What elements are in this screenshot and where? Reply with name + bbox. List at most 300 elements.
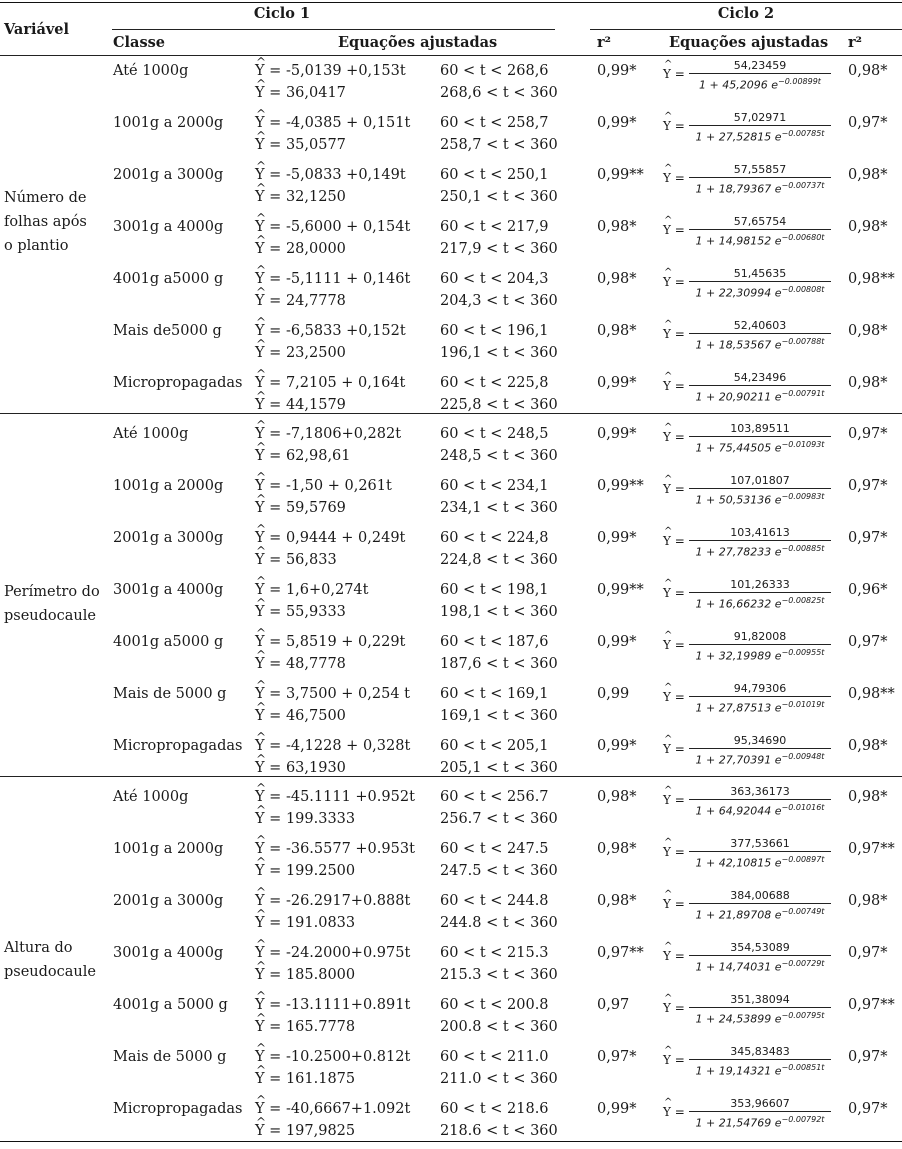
equation-linear-text: ^ Y = -5,1111 + 0,146t bbox=[255, 271, 410, 287]
classe-cell: Mais de5000 g bbox=[113, 323, 222, 339]
yhat-symbol: ^ Y = bbox=[663, 793, 685, 807]
fraction bbox=[689, 888, 831, 922]
classe-cell: Até 1000g bbox=[113, 426, 189, 442]
range-linear: 60 < t < 215.3 bbox=[440, 945, 549, 961]
fraction-numerator: 384,00688 bbox=[730, 889, 790, 902]
fraction bbox=[689, 58, 831, 92]
ciclo1-header: Ciclo 1 bbox=[253, 5, 311, 22]
denominator-exponent: −0.00948t bbox=[781, 752, 825, 761]
equation-linear-text: ^ Y = 1,6+0,274t bbox=[255, 582, 369, 598]
fraction-numerator: 351,38094 bbox=[730, 993, 790, 1006]
fraction-numerator: 52,40603 bbox=[733, 319, 787, 332]
equation-linear bbox=[255, 219, 410, 235]
equation-linear bbox=[255, 893, 410, 909]
range-linear: 60 < t < 198,1 bbox=[440, 582, 549, 598]
fraction-denominator bbox=[689, 1112, 831, 1130]
equation-linear-text: ^ Y = -36.5577 +0.953t bbox=[255, 841, 415, 857]
classe-cell: 4001g a5000 g bbox=[113, 271, 224, 287]
yhat-symbol: ^ Y = bbox=[663, 690, 685, 704]
variable-label bbox=[4, 186, 87, 258]
equation-constant-text: ^ Y = 56,833 bbox=[255, 552, 337, 568]
fraction bbox=[689, 266, 831, 300]
fraction bbox=[689, 162, 831, 196]
r2-ciclo1: 0,98* bbox=[597, 893, 637, 909]
denominator-base: 1 + 14,98152 e bbox=[695, 234, 782, 248]
r2-ciclo1: 0,99* bbox=[597, 63, 637, 79]
equation-constant bbox=[255, 241, 346, 257]
r2-ciclo2: 0,97* bbox=[848, 426, 888, 442]
range-constant: 169,1 < t < 360 bbox=[440, 708, 558, 724]
equation-constant-text: ^ Y = 197,9825 bbox=[255, 1123, 355, 1139]
equation-constant-text: ^ Y = 46,7500 bbox=[255, 708, 346, 724]
group-rule bbox=[0, 776, 902, 777]
variable-label-line: Altura do bbox=[4, 940, 73, 956]
r2-ciclo2: 0,98* bbox=[848, 167, 888, 183]
equation-linear bbox=[255, 1049, 410, 1065]
equation-linear bbox=[255, 997, 410, 1013]
denominator-base: 1 + 27,78233 e bbox=[695, 545, 782, 559]
denominator-base: 1 + 18,53567 e bbox=[695, 338, 782, 352]
fraction-denominator bbox=[689, 386, 831, 404]
range-linear: 60 < t < 234,1 bbox=[440, 478, 549, 494]
fraction bbox=[689, 733, 831, 767]
classe-cell: Micropropagadas bbox=[113, 1101, 243, 1117]
equation-linear bbox=[255, 478, 392, 494]
classe-cell: 2001g a 3000g bbox=[113, 167, 224, 183]
fraction bbox=[689, 214, 831, 248]
range-constant: 205,1 < t < 360 bbox=[440, 760, 558, 776]
yhat-symbol: ^ Y = bbox=[663, 327, 685, 341]
r2-ciclo1: 0,99** bbox=[597, 167, 644, 183]
equation-constant bbox=[255, 656, 346, 672]
denominator-exponent: −0.00897t bbox=[781, 855, 825, 864]
yhat-symbol: ^ Y = bbox=[663, 171, 685, 185]
range-linear: 60 < t < 200.8 bbox=[440, 997, 549, 1013]
r2-ciclo2: 0,97* bbox=[848, 1101, 888, 1117]
range-linear: 60 < t < 244.8 bbox=[440, 893, 549, 909]
yhat-symbol: ^ Y = bbox=[663, 119, 685, 133]
fraction-denominator bbox=[689, 230, 831, 248]
fraction-denominator bbox=[689, 645, 831, 663]
equation-linear bbox=[255, 841, 415, 857]
group-rule bbox=[0, 1141, 902, 1142]
r2-ciclo1: 0,97 bbox=[597, 997, 630, 1013]
denominator-exponent: −0.00791t bbox=[781, 389, 825, 398]
equation-linear bbox=[255, 789, 415, 805]
equation-linear bbox=[255, 115, 410, 131]
r2-ciclo1: 0,97* bbox=[597, 1049, 637, 1065]
fraction-denominator bbox=[689, 1060, 831, 1078]
equation-constant bbox=[255, 604, 346, 620]
r2-ciclo2: 0,98* bbox=[848, 893, 888, 909]
denominator-exponent: −0.00729t bbox=[781, 959, 825, 968]
fraction bbox=[689, 318, 831, 352]
equacoes1-header: Equações ajustadas bbox=[338, 34, 498, 51]
classe-cell: 4001g a5000 g bbox=[113, 634, 224, 650]
equation-constant-text: ^ Y = 185.8000 bbox=[255, 967, 355, 983]
classe-cell: Mais de 5000 g bbox=[113, 1049, 227, 1065]
r2-ciclo1: 0,98* bbox=[597, 219, 637, 235]
equation-linear-text: ^ Y = -13.1111+0.891t bbox=[255, 997, 410, 1013]
equation-linear-text: ^ Y = -5,0139 +0,153t bbox=[255, 63, 406, 79]
classe-cell: 3001g a 4000g bbox=[113, 945, 224, 961]
range-linear: 60 < t < 248,5 bbox=[440, 426, 549, 442]
equation-constant-text: ^ Y = 44,1579 bbox=[255, 397, 346, 413]
r2-ciclo2: 0,97** bbox=[848, 841, 895, 857]
r2-ciclo1: 0,98* bbox=[597, 841, 637, 857]
range-linear: 60 < t < 205,1 bbox=[440, 738, 549, 754]
fraction-numerator: 103,41613 bbox=[730, 526, 790, 539]
yhat-symbol: ^ Y = bbox=[663, 897, 685, 911]
r2-ciclo2: 0,97* bbox=[848, 1049, 888, 1065]
fraction-denominator bbox=[689, 126, 831, 144]
range-constant: 256.7 < t < 360 bbox=[440, 811, 558, 827]
equation-constant bbox=[255, 189, 346, 205]
fraction-numerator: 57,02971 bbox=[733, 111, 787, 124]
range-constant: 225,8 < t < 360 bbox=[440, 397, 558, 413]
fraction-numerator: 345,83483 bbox=[730, 1045, 790, 1058]
fraction bbox=[689, 473, 831, 507]
equation-linear-text: ^ Y = -5,0833 +0,149t bbox=[255, 167, 406, 183]
equacoes2-header: Equações ajustadas bbox=[669, 34, 829, 51]
fraction-numerator: 57,65754 bbox=[733, 215, 787, 228]
fraction bbox=[689, 1044, 831, 1078]
r2-ciclo1: 0,99* bbox=[597, 738, 637, 754]
r2-ciclo1: 0,98* bbox=[597, 323, 637, 339]
equation-constant-text: ^ Y = 35,0577 bbox=[255, 137, 346, 153]
equation-constant-text: ^ Y = 32,1250 bbox=[255, 189, 346, 205]
fraction-denominator bbox=[689, 1008, 831, 1026]
equation-linear bbox=[255, 426, 401, 442]
yhat-symbol: ^ Y = bbox=[663, 379, 685, 393]
range-linear: 60 < t < 268,6 bbox=[440, 63, 549, 79]
denominator-exponent: −0.00785t bbox=[781, 129, 825, 138]
fraction bbox=[689, 421, 831, 455]
fraction bbox=[689, 681, 831, 715]
classe-cell: 1001g a 2000g bbox=[113, 478, 224, 494]
fraction-numerator: 51,45635 bbox=[733, 267, 787, 280]
yhat-symbol: ^ Y = bbox=[663, 586, 685, 600]
variable-label-line: o plantio bbox=[4, 238, 69, 254]
r2-ciclo2: 0,98** bbox=[848, 686, 895, 702]
range-linear: 60 < t < 204,3 bbox=[440, 271, 549, 287]
fraction-denominator bbox=[689, 956, 831, 974]
equation-constant-text: ^ Y = 59,5769 bbox=[255, 500, 346, 516]
range-constant: 258,7 < t < 360 bbox=[440, 137, 558, 153]
fraction-numerator: 54,23459 bbox=[733, 59, 787, 72]
denominator-base: 1 + 75,44505 e bbox=[695, 441, 782, 455]
range-linear: 60 < t < 256.7 bbox=[440, 789, 549, 805]
yhat-symbol: ^ Y = bbox=[663, 742, 685, 756]
equation-constant bbox=[255, 85, 346, 101]
denominator-exponent: −0.01093t bbox=[781, 440, 825, 449]
classe-cell: 3001g a 4000g bbox=[113, 582, 224, 598]
range-linear: 60 < t < 224,8 bbox=[440, 530, 549, 546]
equation-constant bbox=[255, 708, 346, 724]
equation-linear bbox=[255, 167, 406, 183]
fraction-denominator bbox=[689, 593, 831, 611]
denominator-base: 1 + 22,30994 e bbox=[695, 286, 782, 300]
equation-constant-text: ^ Y = 199.3333 bbox=[255, 811, 355, 827]
r2-ciclo1: 0,98* bbox=[597, 789, 637, 805]
range-constant: 196,1 < t < 360 bbox=[440, 345, 558, 361]
equation-linear bbox=[255, 323, 406, 339]
fraction-numerator: 101,26333 bbox=[730, 578, 790, 591]
ciclo2-rule bbox=[590, 29, 902, 30]
denominator-exponent: −0.01016t bbox=[781, 803, 825, 812]
equation-constant bbox=[255, 500, 346, 516]
equation-constant bbox=[255, 397, 346, 413]
denominator-base: 1 + 27,87513 e bbox=[695, 701, 782, 715]
equation-constant bbox=[255, 1123, 355, 1139]
fraction-numerator: 95,34690 bbox=[733, 734, 787, 747]
r2-ciclo2: 0,97* bbox=[848, 478, 888, 494]
equation-constant bbox=[255, 345, 346, 361]
denominator-exponent: −0.00808t bbox=[781, 285, 825, 294]
variable-label-line: folhas após bbox=[4, 214, 87, 230]
equation-linear bbox=[255, 375, 405, 391]
fraction-numerator: 54,23496 bbox=[733, 371, 787, 384]
equation-constant bbox=[255, 863, 355, 879]
r2-ciclo2: 0,96* bbox=[848, 582, 888, 598]
range-constant: 200.8 < t < 360 bbox=[440, 1019, 558, 1035]
classe-cell: Até 1000g bbox=[113, 63, 189, 79]
denominator-exponent: −0.00851t bbox=[781, 1063, 825, 1072]
r2-ciclo1: 0,98* bbox=[597, 271, 637, 287]
equation-linear-text: ^ Y = -4,1228 + 0,328t bbox=[255, 738, 410, 754]
r2-ciclo2: 0,97* bbox=[848, 634, 888, 650]
classe-cell: 3001g a 4000g bbox=[113, 219, 224, 235]
equation-linear bbox=[255, 738, 410, 754]
fraction-numerator: 107,01807 bbox=[730, 474, 790, 487]
denominator-exponent: −0.00737t bbox=[781, 181, 825, 190]
range-constant: 250,1 < t < 360 bbox=[440, 189, 558, 205]
equation-linear-text: ^ Y = -4,0385 + 0,151t bbox=[255, 115, 410, 131]
variavel-header: Variável bbox=[4, 21, 70, 38]
r2-ciclo2: 0,97** bbox=[848, 997, 895, 1013]
classe-cell: 1001g a 2000g bbox=[113, 115, 224, 131]
equation-constant bbox=[255, 1071, 355, 1087]
range-constant: 248,5 < t < 360 bbox=[440, 448, 558, 464]
equation-constant-text: ^ Y = 62,98,61 bbox=[255, 448, 351, 464]
denominator-base: 1 + 27,52815 e bbox=[695, 130, 782, 144]
yhat-symbol: ^ Y = bbox=[663, 638, 685, 652]
fraction-numerator: 354,53089 bbox=[730, 941, 790, 954]
yhat-symbol: ^ Y = bbox=[663, 223, 685, 237]
equation-constant bbox=[255, 293, 346, 309]
r2-ciclo1: 0,99* bbox=[597, 1101, 637, 1117]
denominator-base: 1 + 64,92044 e bbox=[695, 804, 782, 818]
equation-constant-text: ^ Y = 23,2500 bbox=[255, 345, 346, 361]
denominator-exponent: −0.00788t bbox=[781, 337, 825, 346]
equation-linear bbox=[255, 63, 406, 79]
equation-constant-text: ^ Y = 199.2500 bbox=[255, 863, 355, 879]
equation-constant-text: ^ Y = 24,7778 bbox=[255, 293, 346, 309]
equation-constant bbox=[255, 915, 355, 931]
yhat-symbol: ^ Y = bbox=[663, 275, 685, 289]
equation-constant-text: ^ Y = 48,7778 bbox=[255, 656, 346, 672]
denominator-base: 1 + 18,79367 e bbox=[695, 182, 782, 196]
range-linear: 60 < t < 187,6 bbox=[440, 634, 549, 650]
denominator-base: 1 + 50,53136 e bbox=[695, 493, 782, 507]
equation-linear-text: ^ Y = 5,8519 + 0,229t bbox=[255, 634, 405, 650]
group-rule bbox=[0, 413, 902, 414]
ciclo1-rule bbox=[112, 29, 555, 30]
equation-linear-text: ^ Y = -26.2917+0.888t bbox=[255, 893, 410, 909]
denominator-exponent: −0.00885t bbox=[781, 544, 825, 553]
yhat-symbol: ^ Y = bbox=[663, 1105, 685, 1119]
equation-linear-text: ^ Y = -40,6667+1.092t bbox=[255, 1101, 410, 1117]
fraction-numerator: 377,53661 bbox=[730, 837, 790, 850]
fraction bbox=[689, 836, 831, 870]
fraction-numerator: 94,79306 bbox=[733, 682, 787, 695]
equation-linear bbox=[255, 634, 405, 650]
equation-linear bbox=[255, 582, 369, 598]
variable-label-line: pseudocaule bbox=[4, 608, 96, 624]
fraction-denominator bbox=[689, 334, 831, 352]
range-linear: 60 < t < 169,1 bbox=[440, 686, 549, 702]
r2a-header: r² bbox=[597, 34, 611, 51]
equation-constant bbox=[255, 552, 337, 568]
range-constant: 218.6 < t < 360 bbox=[440, 1123, 558, 1139]
equation-linear-text: ^ Y = 0,9444 + 0,249t bbox=[255, 530, 405, 546]
table-top-rule bbox=[0, 2, 902, 3]
equation-constant-text: ^ Y = 55,9333 bbox=[255, 604, 346, 620]
range-constant: 211.0 < t < 360 bbox=[440, 1071, 558, 1087]
range-linear: 60 < t < 258,7 bbox=[440, 115, 549, 131]
equation-linear bbox=[255, 945, 410, 961]
denominator-exponent: −0.00680t bbox=[781, 233, 825, 242]
variable-label bbox=[4, 936, 96, 984]
denominator-base: 1 + 21,89708 e bbox=[695, 908, 782, 922]
r2-ciclo2: 0,98* bbox=[848, 63, 888, 79]
equation-linear-text: ^ Y = -45.1111 +0.952t bbox=[255, 789, 415, 805]
range-constant: 187,6 < t < 360 bbox=[440, 656, 558, 672]
equation-constant bbox=[255, 137, 346, 153]
fraction-numerator: 353,96607 bbox=[730, 1097, 790, 1110]
denominator-exponent: −0.00749t bbox=[781, 907, 825, 916]
denominator-base: 1 + 14,74031 e bbox=[695, 960, 782, 974]
denominator-exponent: −0.00825t bbox=[781, 596, 825, 605]
equation-constant-text: ^ Y = 63,1930 bbox=[255, 760, 346, 776]
r2-ciclo1: 0,99 bbox=[597, 686, 630, 702]
classe-cell: Até 1000g bbox=[113, 789, 189, 805]
range-constant: 215.3 < t < 360 bbox=[440, 967, 558, 983]
fraction bbox=[689, 940, 831, 974]
denominator-exponent: −0.00795t bbox=[781, 1011, 825, 1020]
range-constant: 268,6 < t < 360 bbox=[440, 85, 558, 101]
range-constant: 217,9 < t < 360 bbox=[440, 241, 558, 257]
yhat-symbol: ^ Y = bbox=[663, 534, 685, 548]
range-constant: 204,3 < t < 360 bbox=[440, 293, 558, 309]
denominator-base: 1 + 19,14321 e bbox=[695, 1064, 782, 1078]
equation-constant-text: ^ Y = 165.7778 bbox=[255, 1019, 355, 1035]
fraction bbox=[689, 1096, 831, 1130]
fraction-denominator bbox=[689, 541, 831, 559]
equation-constant-text: ^ Y = 191.0833 bbox=[255, 915, 355, 931]
r2-ciclo1: 0,97** bbox=[597, 945, 644, 961]
r2-ciclo2: 0,98** bbox=[848, 271, 895, 287]
r2-ciclo2: 0,98* bbox=[848, 375, 888, 391]
denominator-base: 1 + 42,10815 e bbox=[695, 856, 782, 870]
denominator-exponent: −0.01019t bbox=[781, 700, 825, 709]
fraction-numerator: 91,82008 bbox=[733, 630, 787, 643]
fraction-denominator bbox=[689, 74, 831, 92]
fraction-denominator bbox=[689, 697, 831, 715]
fraction-denominator bbox=[689, 852, 831, 870]
classe-cell: Mais de 5000 g bbox=[113, 686, 227, 702]
yhat-symbol: ^ Y = bbox=[663, 1001, 685, 1015]
equation-constant bbox=[255, 967, 355, 983]
fraction-numerator: 103,89511 bbox=[730, 422, 790, 435]
fraction-denominator bbox=[689, 178, 831, 196]
fraction-denominator bbox=[689, 800, 831, 818]
range-linear: 60 < t < 225,8 bbox=[440, 375, 549, 391]
equation-linear-text: ^ Y = 7,2105 + 0,164t bbox=[255, 375, 405, 391]
r2-ciclo2: 0,98* bbox=[848, 789, 888, 805]
yhat-symbol: ^ Y = bbox=[663, 67, 685, 81]
classe-header: Classe bbox=[113, 34, 165, 51]
equation-constant bbox=[255, 760, 346, 776]
yhat-symbol: ^ Y = bbox=[663, 949, 685, 963]
variable-label-line: Número de bbox=[4, 190, 87, 206]
r2-ciclo1: 0,99* bbox=[597, 375, 637, 391]
r2-ciclo2: 0,98* bbox=[848, 219, 888, 235]
equation-constant-text: ^ Y = 36,0417 bbox=[255, 85, 346, 101]
denominator-base: 1 + 20,90211 e bbox=[695, 390, 782, 404]
equation-constant bbox=[255, 811, 355, 827]
r2-ciclo1: 0,99* bbox=[597, 115, 637, 131]
fraction bbox=[689, 992, 831, 1026]
classe-cell: 4001g a 5000 g bbox=[113, 997, 228, 1013]
denominator-base: 1 + 16,66232 e bbox=[695, 597, 782, 611]
fraction bbox=[689, 110, 831, 144]
fraction-denominator bbox=[689, 904, 831, 922]
r2-ciclo2: 0,97* bbox=[848, 530, 888, 546]
range-linear: 60 < t < 211.0 bbox=[440, 1049, 549, 1065]
equation-constant-text: ^ Y = 161.1875 bbox=[255, 1071, 355, 1087]
equation-linear-text: ^ Y = -7,1806+0,282t bbox=[255, 426, 401, 442]
range-constant: 198,1 < t < 360 bbox=[440, 604, 558, 620]
classe-cell: 2001g a 3000g bbox=[113, 530, 224, 546]
equation-linear-text: ^ Y = -24.2000+0.975t bbox=[255, 945, 410, 961]
range-linear: 60 < t < 247.5 bbox=[440, 841, 549, 857]
fraction-denominator bbox=[689, 282, 831, 300]
fraction-denominator bbox=[689, 437, 831, 455]
classe-cell: Micropropagadas bbox=[113, 375, 243, 391]
variable-label-line: Perímetro do bbox=[4, 584, 100, 600]
variable-label bbox=[4, 580, 100, 628]
range-constant: 247.5 < t < 360 bbox=[440, 863, 558, 879]
denominator-exponent: −0.00983t bbox=[781, 492, 825, 501]
r2-ciclo2: 0,98* bbox=[848, 738, 888, 754]
r2-ciclo1: 0,99* bbox=[597, 634, 637, 650]
fraction-denominator bbox=[689, 749, 831, 767]
denominator-base: 1 + 27,70391 e bbox=[695, 753, 782, 767]
equation-linear bbox=[255, 271, 410, 287]
fraction bbox=[689, 784, 831, 818]
range-linear: 60 < t < 217,9 bbox=[440, 219, 549, 235]
r2-ciclo1: 0,99* bbox=[597, 426, 637, 442]
variable-label-line: pseudocaule bbox=[4, 964, 96, 980]
denominator-base: 1 + 24,53899 e bbox=[695, 1012, 782, 1026]
classe-cell: 1001g a 2000g bbox=[113, 841, 224, 857]
r2-ciclo1: 0,99** bbox=[597, 582, 644, 598]
fraction bbox=[689, 577, 831, 611]
header-bottom-rule bbox=[0, 55, 902, 56]
range-linear: 60 < t < 218.6 bbox=[440, 1101, 549, 1117]
yhat-symbol: ^ Y = bbox=[663, 482, 685, 496]
